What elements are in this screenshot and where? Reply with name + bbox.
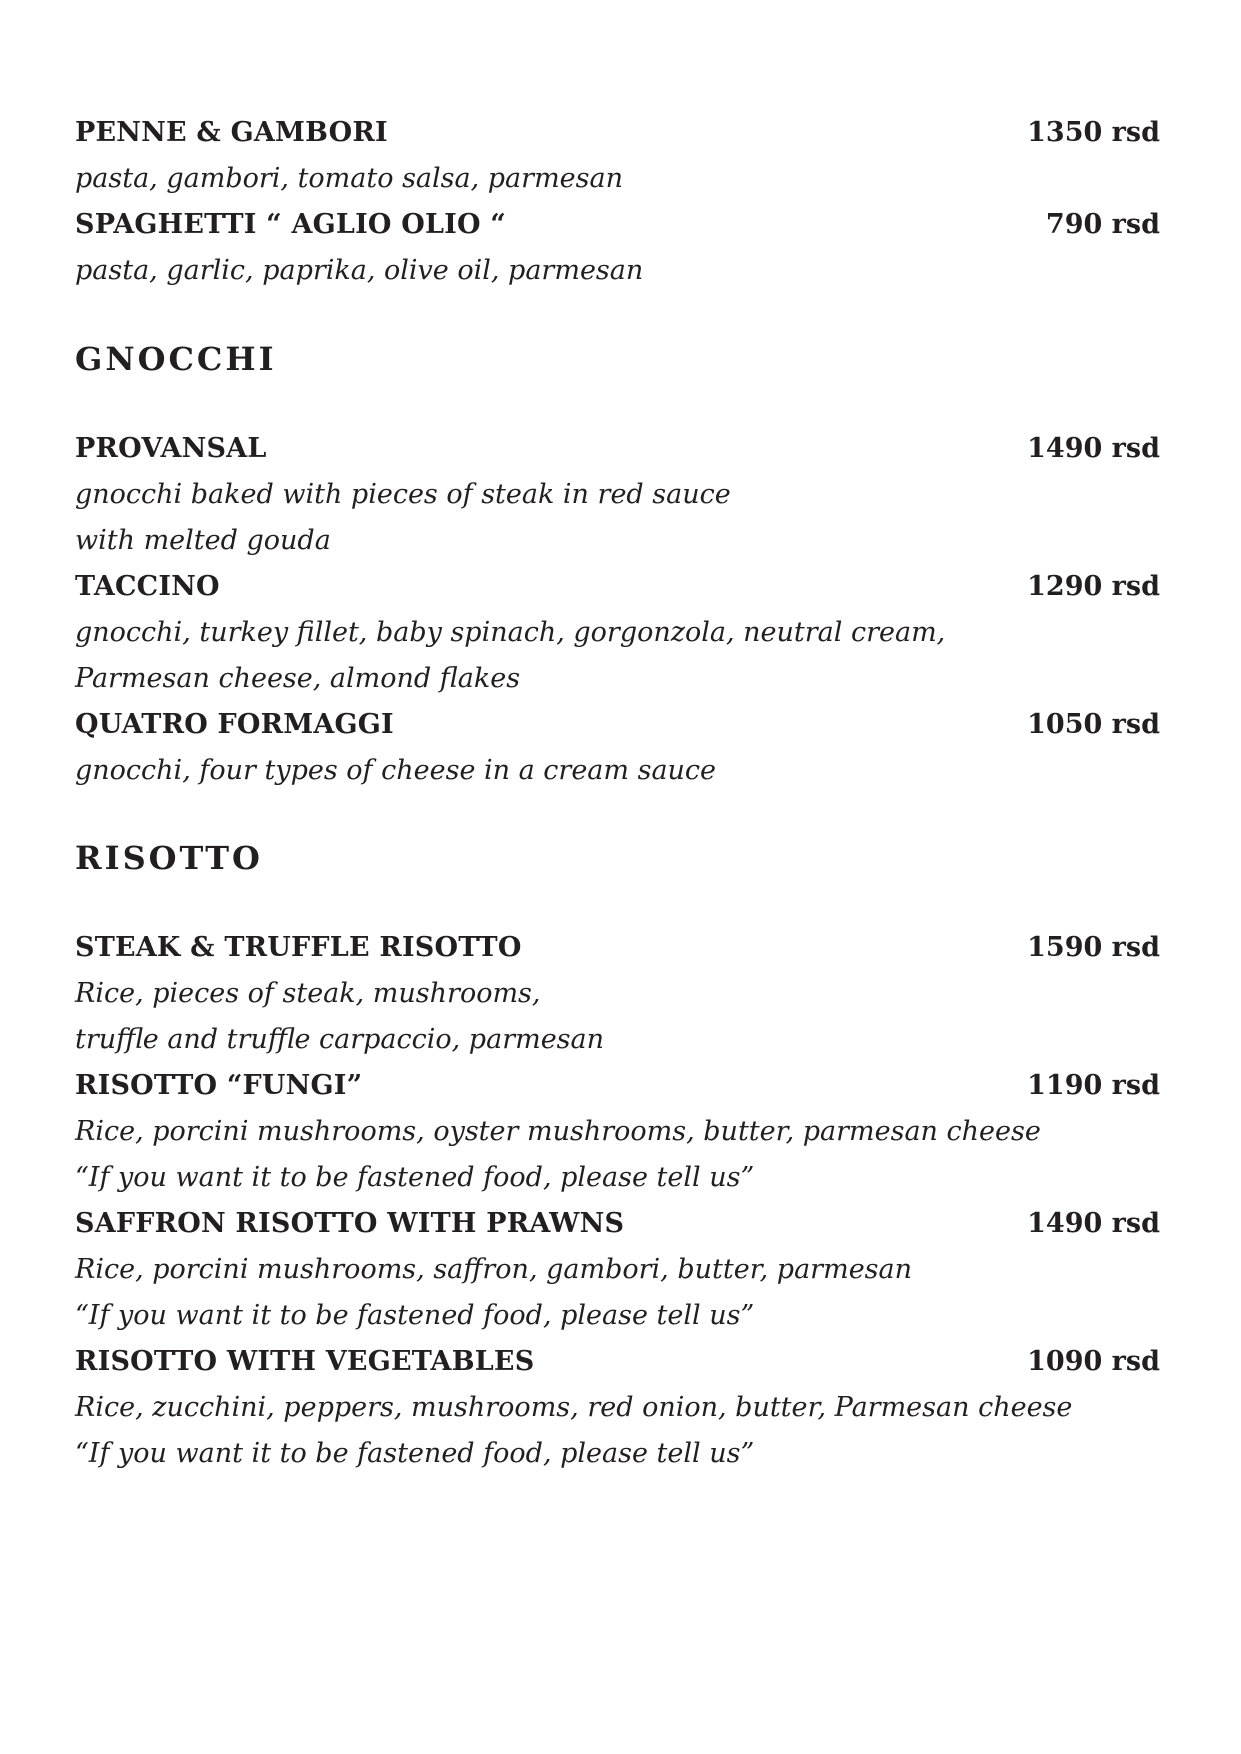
item-description: gnocchi, four types of cheese in a cream sauce	[75, 755, 717, 786]
item-name: RISOTTO “FUNGI”	[75, 1070, 363, 1101]
item-price: 1490 rsd	[1027, 433, 1160, 464]
section-title-risotto: RISOTTO	[75, 839, 263, 877]
item-name: STEAK & TRUFFLE RISOTTO	[75, 932, 522, 963]
menu-item-taccino	[75, 564, 1160, 610]
item-description: gnocchi, turkey fillet, baby spinach, gorgonzola, neutral cream,	[75, 617, 946, 648]
item-price: 1590 rsd	[1027, 932, 1160, 963]
menu-item-spaghetti-aglio-olio	[75, 202, 1160, 248]
menu-item-penne-gambori	[75, 110, 1160, 156]
item-name: SAFFRON RISOTTO WITH PRAWNS	[75, 1208, 625, 1239]
menu-item-provansal	[75, 426, 1160, 472]
item-note: “If you want it to be fastened food, please tell us”	[75, 1438, 755, 1469]
item-description: with melted gouda	[75, 525, 331, 556]
menu-item-steak-truffle-risotto	[75, 925, 1160, 971]
item-note: “If you want it to be fastened food, please tell us”	[75, 1300, 755, 1331]
item-note: “If you want it to be fastened food, please tell us”	[75, 1162, 755, 1193]
item-price: 1350 rsd	[1027, 117, 1160, 148]
item-description: gnocchi baked with pieces of steak in red sauce	[75, 479, 731, 510]
item-name: QUATRO FORMAGGI	[75, 709, 394, 740]
item-name: RISOTTO WITH VEGETABLES	[75, 1346, 535, 1377]
item-name: TACCINO	[75, 571, 220, 602]
menu-item-quatro-formaggi	[75, 702, 1160, 748]
item-price: 1090 rsd	[1027, 1346, 1160, 1377]
item-description: pasta, gambori, tomato salsa, parmesan	[75, 163, 623, 194]
section-title-gnocchi: GNOCCHI	[75, 340, 277, 378]
item-description: Rice, porcini mushrooms, oyster mushrooms, butter, parmesan cheese	[75, 1116, 1041, 1147]
item-price: 790 rsd	[1045, 209, 1160, 240]
item-price: 1190 rsd	[1027, 1070, 1160, 1101]
menu-item-risotto-vegetables	[75, 1339, 1160, 1385]
item-price: 1290 rsd	[1027, 571, 1160, 602]
menu-item-saffron-risotto-prawns	[75, 1201, 1160, 1247]
item-name: SPAGHETTI “ AGLIO OLIO “	[75, 209, 507, 240]
item-name: PENNE & GAMBORI	[75, 117, 388, 148]
item-description: pasta, garlic, paprika, olive oil, parmesan	[75, 255, 644, 286]
item-name: PROVANSAL	[75, 433, 267, 464]
item-price: 1050 rsd	[1027, 709, 1160, 740]
item-description: Parmesan cheese, almond flakes	[75, 663, 521, 694]
item-description: Rice, zucchini, peppers, mushrooms, red onion, butter, Parmesan cheese	[75, 1392, 1073, 1423]
item-description: truffle and truffle carpaccio, parmesan	[75, 1024, 605, 1055]
menu-item-risotto-fungi	[75, 1063, 1160, 1109]
item-price: 1490 rsd	[1027, 1208, 1160, 1239]
item-description: Rice, pieces of steak, mushrooms,	[75, 978, 541, 1009]
item-description: Rice, porcini mushrooms, saffron, gambori, butter, parmesan	[75, 1254, 913, 1285]
